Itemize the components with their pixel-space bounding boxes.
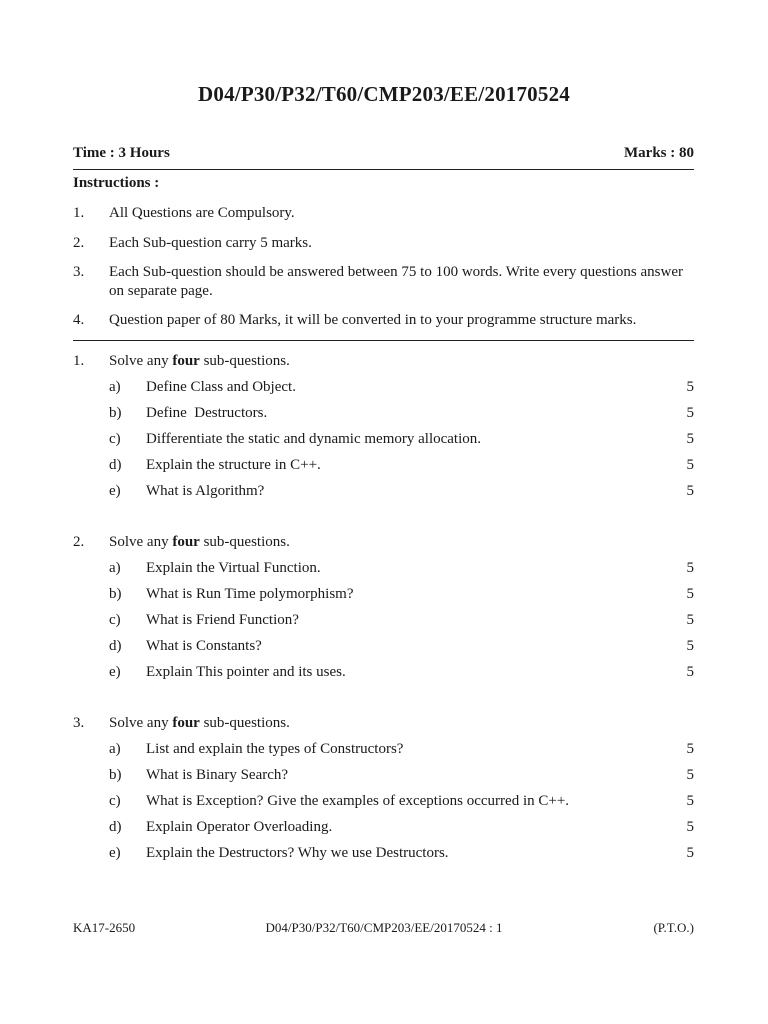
instruction-text: Question paper of 80 Marks, it will be converted in to your programme structure marks. [109, 312, 637, 328]
sub-question [109, 612, 694, 632]
sub-question-text: Define Class and Object. [146, 379, 296, 395]
sub-question-text: Explain the Destructors? Why we use Destructors. [146, 845, 449, 861]
sub-question-letter: d) [109, 819, 122, 835]
sub-question-marks: 5 [686, 638, 694, 654]
footer-page-ref: D04/P30/P32/T60/CMP203/EE/20170524 : 1 [265, 920, 503, 935]
sub-question [109, 793, 694, 813]
marks-label: Marks : 80 [624, 145, 694, 161]
sub-question-letter: a) [109, 741, 121, 757]
sub-question [109, 405, 694, 425]
meta-row [73, 145, 694, 162]
question-number: 3. [73, 715, 85, 731]
footer-code: KA17-2650 [73, 920, 136, 935]
instruction-text: Each Sub-question carry 5 marks. [109, 235, 312, 251]
sub-question-text: What is Run Time polymorphism? [146, 586, 354, 602]
sub-question-text: Explain the structure in C++. [146, 457, 321, 473]
footer-pto: (P.T.O.) [653, 920, 694, 935]
sub-question-letter: c) [109, 793, 121, 809]
sub-question-text: What is Exception? Give the examples of exceptions occurred in C++. [146, 793, 570, 809]
sub-question [109, 431, 694, 451]
instructions-divider [73, 340, 694, 341]
sub-question-letter: d) [109, 638, 122, 654]
sub-question-marks: 5 [686, 431, 694, 447]
sub-question [109, 638, 694, 658]
instruction-item [73, 234, 694, 253]
sub-question-marks: 5 [686, 612, 694, 628]
sub-question-marks: 5 [686, 845, 694, 861]
sub-question-marks: 5 [686, 741, 694, 757]
sub-question-letter: e) [109, 483, 121, 499]
time-label: Time : 3 Hours [73, 145, 170, 161]
question-instruction: Solve any four sub-questions. [109, 715, 290, 731]
sub-question-marks: 5 [686, 457, 694, 473]
instruction-item [73, 311, 694, 330]
sub-question-text: List and explain the types of Constructors? [146, 741, 404, 757]
instruction-number: 1. [73, 205, 85, 221]
sub-question-text: What is Algorithm? [146, 483, 265, 499]
sub-question-marks: 5 [686, 586, 694, 602]
sub-question [109, 457, 694, 477]
instruction-number: 3. [73, 264, 85, 280]
sub-question-letter: e) [109, 664, 121, 680]
sub-question [109, 741, 694, 761]
sub-question-text: Explain Operator Overloading. [146, 819, 333, 835]
sub-question-letter: e) [109, 845, 121, 861]
instruction-number: 4. [73, 312, 85, 328]
sub-question [109, 845, 694, 865]
sub-question [109, 767, 694, 787]
instruction-text: Each Sub-question should be answered between 75 to 100 words. Write every questions answer on separate page. [109, 264, 683, 299]
sub-question [109, 819, 694, 839]
sub-question-text: Differentiate the static and dynamic memory allocation. [146, 431, 482, 447]
question-number: 2. [73, 534, 85, 550]
sub-question-text: What is Binary Search? [146, 767, 289, 783]
sub-question-text: Define Destructors. [146, 405, 268, 421]
sub-question-marks: 5 [686, 405, 694, 421]
sub-question-text: Explain This pointer and its uses. [146, 664, 346, 680]
sub-question-letter: c) [109, 612, 121, 628]
sub-question-marks: 5 [686, 793, 694, 809]
sub-question-letter: b) [109, 767, 122, 783]
instruction-item [73, 263, 694, 301]
instruction-number: 2. [73, 235, 85, 251]
sub-question [109, 560, 694, 580]
sub-question-letter: a) [109, 379, 121, 395]
sub-question-text: Explain the Virtual Function. [146, 560, 321, 576]
sub-question [109, 664, 694, 684]
question-instruction: Solve any four sub-questions. [109, 534, 290, 550]
instruction-text: All Questions are Compulsory. [109, 205, 295, 221]
sub-question-letter: c) [109, 431, 121, 447]
paper-code-title: D04/P30/P32/T60/CMP203/EE/20170524 [198, 82, 570, 106]
sub-question-marks: 5 [686, 483, 694, 499]
sub-question-letter: b) [109, 586, 122, 602]
sub-question [109, 483, 694, 503]
question-number: 1. [73, 353, 85, 369]
question-instruction: Solve any four sub-questions. [109, 353, 290, 369]
sub-question-letter: b) [109, 405, 122, 421]
top-divider [73, 169, 694, 170]
sub-question-marks: 5 [686, 767, 694, 783]
sub-question [109, 586, 694, 606]
sub-question-marks: 5 [686, 379, 694, 395]
sub-question [109, 379, 694, 399]
sub-question-marks: 5 [686, 664, 694, 680]
instruction-item [73, 204, 694, 223]
sub-question-marks: 5 [686, 819, 694, 835]
instructions-heading: Instructions : [73, 175, 160, 191]
sub-question-letter: a) [109, 560, 121, 576]
sub-question-text: What is Constants? [146, 638, 262, 654]
sub-question-letter: d) [109, 457, 122, 473]
sub-question-text: What is Friend Function? [146, 612, 299, 628]
sub-question-marks: 5 [686, 560, 694, 576]
